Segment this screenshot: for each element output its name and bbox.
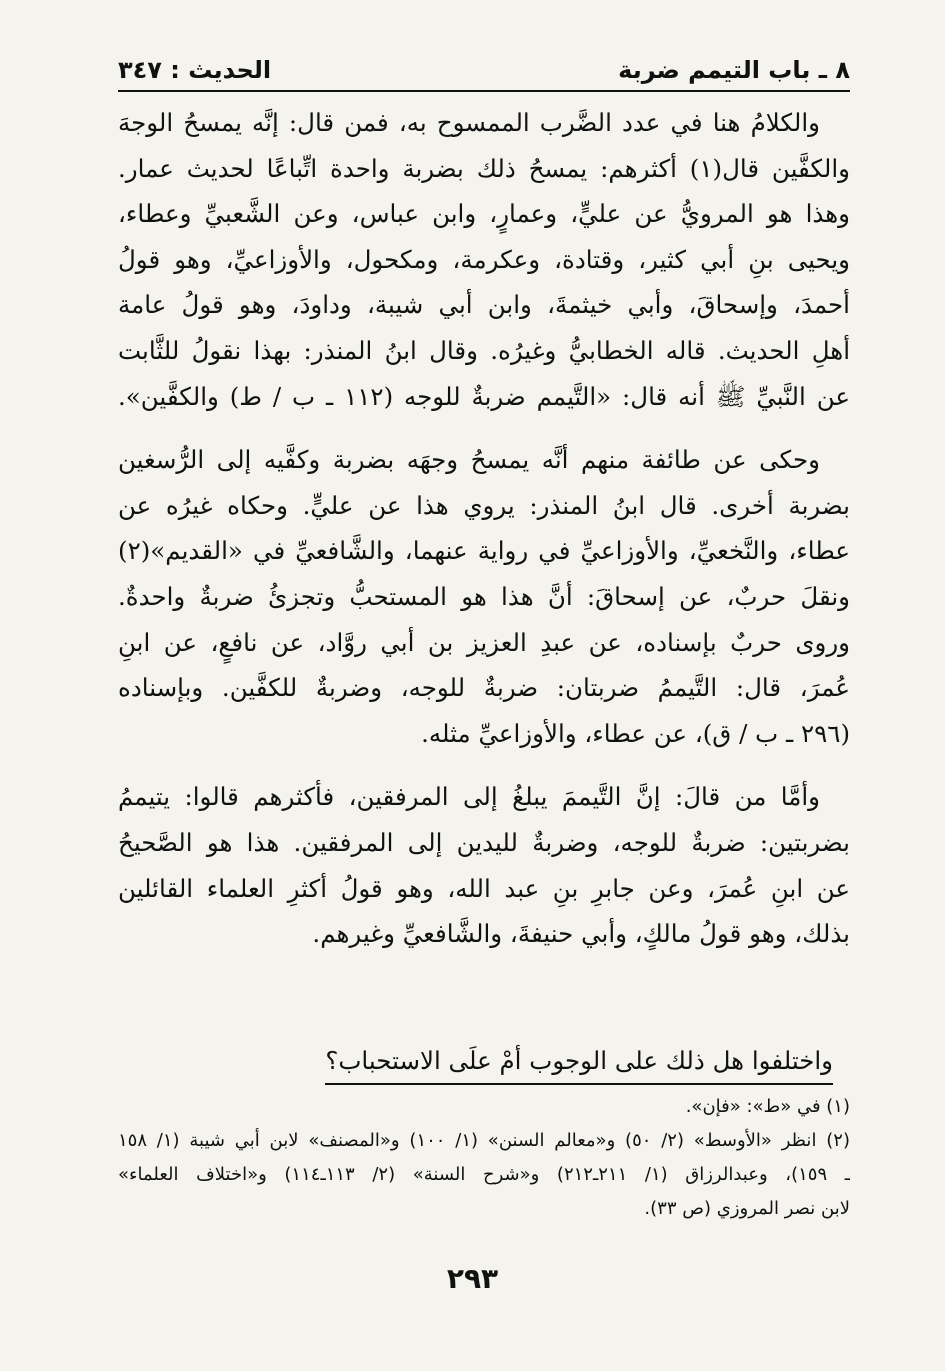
footnote bbox=[118, 1124, 850, 1226]
text-line: بذلك، وهو قولُ مالكٍ، وأبي حنيفةَ، والشَّافعيِّ وغيرهم. bbox=[312, 919, 850, 949]
hadith-reference: الحديث : ٣٤٧ bbox=[118, 56, 272, 84]
page-number: ٢٩٣ bbox=[446, 1262, 499, 1295]
footnote-line: ـ ١٥٩)، وعبدالرزاق (١/ ٢١١ـ٢١٢) و«شرح السنة» (٢/ ١١٣ـ١١٤) و«اختلاف العلماء» bbox=[118, 1164, 850, 1185]
main-text bbox=[118, 100, 850, 957]
running-header bbox=[118, 52, 850, 88]
closing-question: واختلفوا هل ذلك على الوجوب أمْ علَى الاستحباب؟ bbox=[325, 1041, 833, 1085]
text-line: وهذا هو المرويُّ عن عليٍّ، وعمارٍ، وابن عباس، وعن الشَّعبيِّ وعطاء، bbox=[118, 199, 850, 229]
text-line: وأمَّا من قالَ: إنَّ التَّيممَ يبلغُ إلى المرفقين، فأكثرهم قالوا: يتيممُ bbox=[118, 782, 820, 812]
text-line: أهلِ الحديث. قاله الخطابيُّ وغيرُه. وقال ابنُ المنذر: بهذا نقولُ للثَّابت bbox=[118, 335, 850, 365]
text-line: وحكى عن طائفة منهم أنَّه يمسحُ وجهَه بضربة وكفَّيه إلى الرُّسغين bbox=[118, 445, 820, 475]
text-line: بضربة أخرى. قال ابنُ المنذر: يروي هذا عن عليٍّ. وحكاه غيرُه عن bbox=[118, 490, 850, 520]
text-line: (٢٩٦ ـ ب / ق)، عن عطاء، والأوزاعيِّ مثله. bbox=[421, 718, 850, 748]
text-line: والكلامُ هنا في عدد الضَّرب الممسوح به، فمن قال: إنَّه يمسحُ الوجهَ bbox=[118, 108, 820, 137]
text-line: بضربتين: ضربةٌ للوجه، وضربةٌ لليدين إلى المرفقين. هذا هو الصَّحيحُ bbox=[118, 827, 850, 857]
paragraph bbox=[118, 100, 850, 419]
chapter-title: ٨ ـ باب التيمم ضربة bbox=[618, 56, 850, 84]
text-line: عن النَّبيِّ ﷺ أنه قال: «التَّيمم ضربةٌ للوجه (١١٢ ـ ب / ط) والكفَّين». bbox=[118, 381, 850, 411]
text-line: ويحيى بنِ أبي كثير، وقتادة، وعكرمة، ومكحول، والأوزاعيِّ، وهو قولُ bbox=[118, 244, 850, 274]
footnote-line: لابن نصر المروزي (ص ٣٣). bbox=[644, 1198, 850, 1219]
text-line: وروى حربٌ بإسناده، عن عبدِ العزيز بن أبي روَّاد، عن نافعٍ، عن ابنِ bbox=[118, 627, 850, 657]
footnotes bbox=[118, 1090, 850, 1226]
paragraph bbox=[118, 774, 850, 956]
paragraph bbox=[118, 437, 850, 756]
footnote-line: (١) في «ط»: «فإن». bbox=[685, 1096, 850, 1117]
text-line: عن ابنِ عُمرَ، وعن جابرِ بنِ عبد الله، وهو قولُ أكثرِ العلماء القائلين bbox=[118, 873, 850, 903]
header-rule bbox=[118, 90, 850, 92]
text-line: عُمرَ، قال: التَّيممُ ضربتان: ضربةٌ للوجه، وضربةٌ للكفَّين. وبإسناده bbox=[118, 673, 850, 703]
footnote-line: (٢) انظر «الأوسط» (٢/ ٥٠) و«معالم السنن» (١/ ١٠٠) و«المصنف» لابن أبي شيبة (١/ ١٥٨ bbox=[118, 1130, 850, 1151]
text-line: عطاء، والنَّخعيِّ، والأوزاعيِّ في رواية عنهما، والشَّافعيِّ في «القديم»(٢) bbox=[118, 536, 850, 566]
text-line: والكفَّين قال(١) أكثرهم: يمسحُ ذلك بضربة واحدة اتِّباعًا لحديث عمار. bbox=[118, 153, 850, 183]
footnote bbox=[118, 1090, 850, 1124]
text-line: ونقلَ حربٌ، عن إسحاقَ: أنَّ هذا هو المستحبُّ وتجزئُ ضربةٌ واحدةٌ. bbox=[118, 581, 850, 611]
text-line: أحمدَ، وإسحاقَ، وأبي خيثمةَ، وابن أبي شيبة، وداودَ، وهو قولُ عامة bbox=[118, 290, 850, 320]
